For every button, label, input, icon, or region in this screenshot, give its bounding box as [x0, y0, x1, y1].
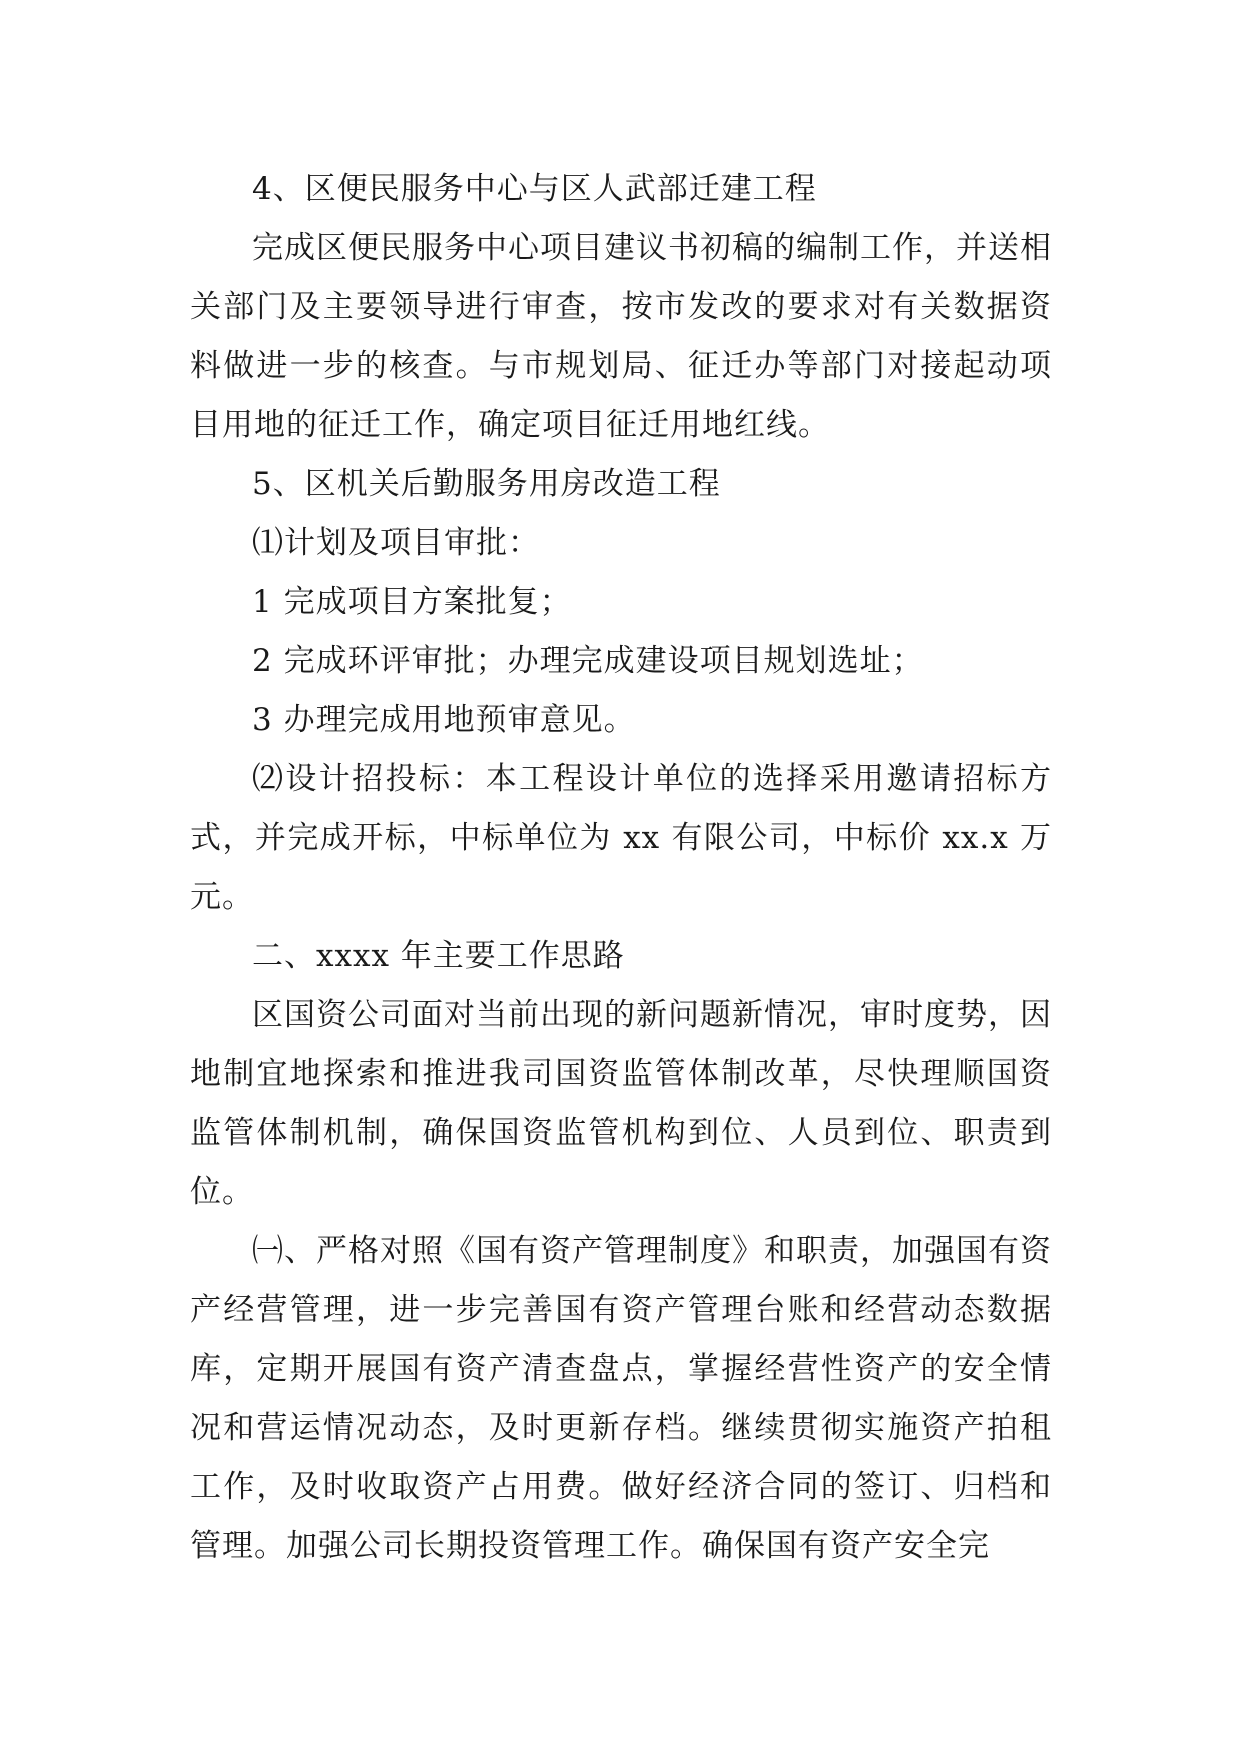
subheading-approval: ⑴计划及项目审批： [252, 525, 540, 561]
document-page [190, 160, 1052, 1576]
heading-project-4: 4、区便民服务中心与区人武部迁建工程 [252, 171, 817, 207]
list-item-2: 2 完成环评审批；办理完成建设项目规划选址； [252, 643, 924, 679]
paragraph-design-bidding: ⑵设计招投标：本工程设计单位的选择采用邀请招标方式，并完成开标，中标单位为 xx 有限公司，中标价 xx.x 万元。 [190, 761, 1052, 915]
list-item-1: 1 完成项目方案批复； [252, 584, 572, 620]
paragraph-asset-management: ㈠、严格对照《国有资产管理制度》和职责，加强国有资产经营管理，进一步完善国有资产管理台账和经营动态数据库，定期开展国有资产清查盘点，掌握经营性资产的安全情况和营运情况动态，及时更新存档。继续贯彻实施资产拍租工作，及时收取资产占用费。做好经济合同的签订、归档和管理。加强公司长期投资管理工作。确保国有资产安全完 [190, 1233, 1052, 1564]
section-heading-work-plan: 二、xxxx 年主要工作思路 [252, 938, 625, 974]
list-item-3: 3 办理完成用地预审意见。 [252, 702, 636, 738]
paragraph-reform: 区国资公司面对当前出现的新问题新情况，审时度势，因地制宜地探索和推进我司国资监管体制改革，尽快理顺国资监管体制机制，确保国资监管机构到位、人员到位、职责到位。 [190, 997, 1052, 1210]
paragraph-service-center: 完成区便民服务中心项目建议书初稿的编制工作，并送相关部门及主要领导进行审查，按市发改的要求对有关数据资料做进一步的核查。与市规划局、征迁办等部门对接起动项目用地的征迁工作，确定项目征迁用地红线。 [190, 230, 1052, 443]
heading-project-5: 5、区机关后勤服务用房改造工程 [252, 466, 721, 502]
